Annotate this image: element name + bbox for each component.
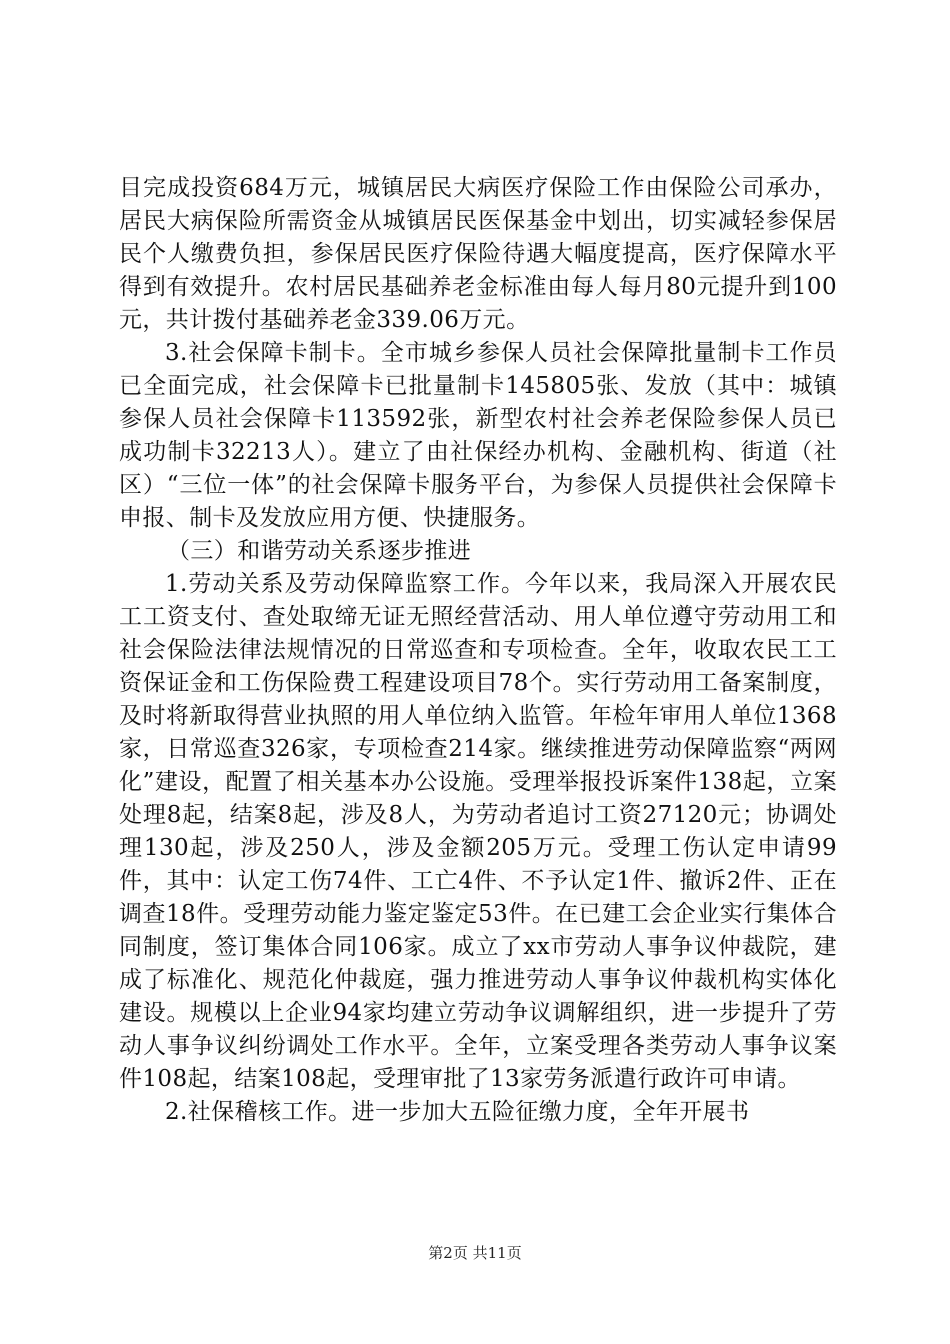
paragraph-continuation: 目完成投资684万元，城镇居民大病医疗保险工作由保险公司承办，居民大病保险所需资金从城镇居民医保基金中划出，切实减轻参保居民个人缴费负担，参保居民医疗保险待遇大幅度提高，医疗保障水平得到有效提升。农村居民基础养老金标准由每人每月80元提升到100元，共计拨付基础养老金339.06万元。: [119, 175, 837, 333]
paragraph-labor-supervision: 1.劳动关系及劳动保障监察工作。今年以来，我局深入开展农民工工资支付、查处取缔无证无照经营活动、用人单位遵守劳动用工和社会保险法律法规情况的日常巡查和专项检查。全年，收取农民工工资保证金和工伤保险费工程建设项目78个。实行劳动用工备案制度，及时将新取得营业执照的用人单位纳入监管。年检年审用人单位1368家，日常巡查326家，专项检查214家。继续推进劳动保障监察“两网化”建设，配置了相关基本办公设施。受理举报投诉案件138起，立案处理8起，结案8起，涉及8人，为劳动者追讨工资27120元；协调处理130起，涉及250人，涉及金额205万元。受理工伤认定申请99件，其中：认定工伤74件、工亡4件、不予认定1件、撤诉2件、正在调查18件。受理劳动能力鉴定鉴定53件。在已建工会企业实行集体合同制度，签订集体合同106家。成立了xx市劳动人事争议仲裁院，建成了标准化、规范化仲裁庭，强力推进劳动人事争议仲裁机构实体化建设。规模以上企业94家均建立劳动争议调解组织，进一步提升了劳动人事争议纠纷调处工作水平。全年，立案受理各类劳动人事争议案件108起，结案108起，受理审批了13家劳务派遣行政许可申请。: [119, 571, 837, 1092]
paragraph-social-security-card: 3.社会保障卡制卡。全市城乡参保人员社会保障批量制卡工作员已全面完成，社会保障卡已批量制卡145805张、发放（其中：城镇参保人员社会保障卡113592张，新型农村社会养老保险参保人员已成功制卡32213人）。建立了由社保经办机构、金融机构、街道（社区）“三位一体”的社会保障卡服务平台，为参保人员提供社会保障卡申报、制卡及发放应用方便、快捷服务。: [119, 340, 837, 531]
page-footer: 第2页 共11页: [428, 1244, 522, 1262]
paragraph-audit-work: 2.社保稽核工作。进一步加大五险征缴力度，全年开展书: [165, 1099, 750, 1125]
document-body: [119, 172, 837, 1129]
section-heading-labor-relations: （三）和谐劳动关系逐步推进: [167, 538, 472, 564]
